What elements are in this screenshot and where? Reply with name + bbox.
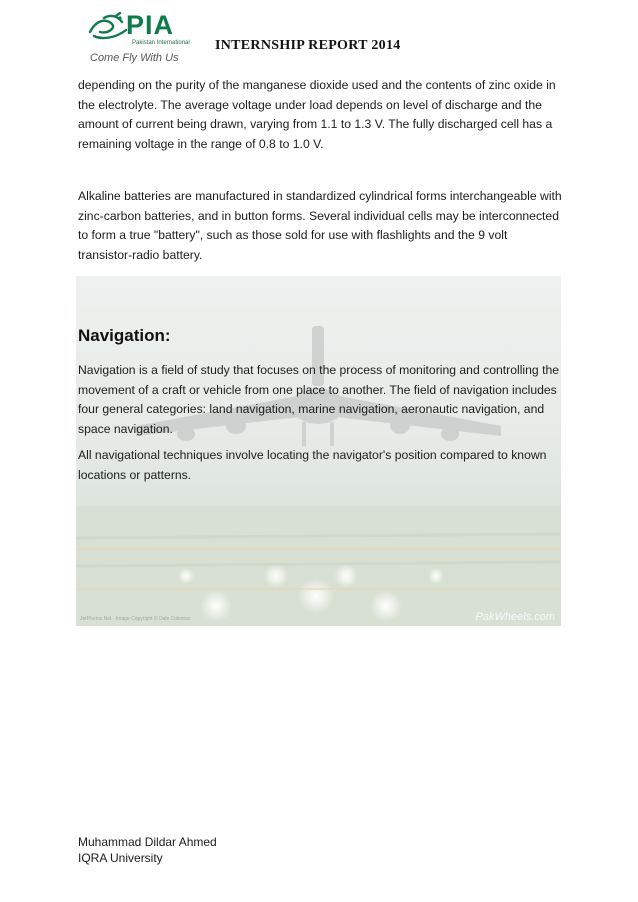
navigation-paragraph-2: All navigational techniques involve locating the navigator's position compared to known locations or patterns. [78, 448, 547, 482]
battery-paragraph-1: depending on the purity of the manganese dioxide used and the contents of zinc oxide in the electrolyte. The average voltage under load depends on level of discharge and the amount of current being drawn, varying from 1.1 to 1.3 V. The fully discharged cell has a remaining voltage in the range of 0.8 to 1.0 V. [78, 78, 556, 151]
logo-tagline: Come Fly With Us [90, 52, 179, 64]
navigation-heading: Navigation: [78, 326, 171, 345]
logo-wordmark: PIA [126, 10, 175, 40]
photo-watermark: PakWheels.com [475, 611, 555, 623]
institution-name: IQRA University [78, 851, 163, 865]
navigation-paragraph-1: Navigation is a field of study that focuses on the process of monitoring and controlling the movement of a craft or vehicle from one place to another. The field of navigation includes four general categories: land navigation, marine navigation, aeronautic navigation, and space navigation. [78, 363, 560, 436]
page-footer [78, 834, 217, 866]
battery-paragraph-2: Alkaline batteries are manufactured in standardized cylindrical forms interchangeable with zinc-carbon batteries, and in button forms. Several individual cells may be interconnected to form a true "battery", such as those sold for use with flashlights and the 9 volt transistor-radio battery. [78, 189, 562, 262]
author-name: Muhammad Dildar Ahmed [78, 835, 217, 849]
pia-logo [86, 10, 206, 68]
logo-subtext: Pakistan International [132, 40, 190, 46]
photo-credit: JetPhotos.Net - Image Copyright © Dale Coleman [80, 616, 191, 622]
report-title: INTERNSHIP REPORT 2014 [215, 38, 401, 53]
pia-calligraphy-icon [86, 12, 130, 42]
